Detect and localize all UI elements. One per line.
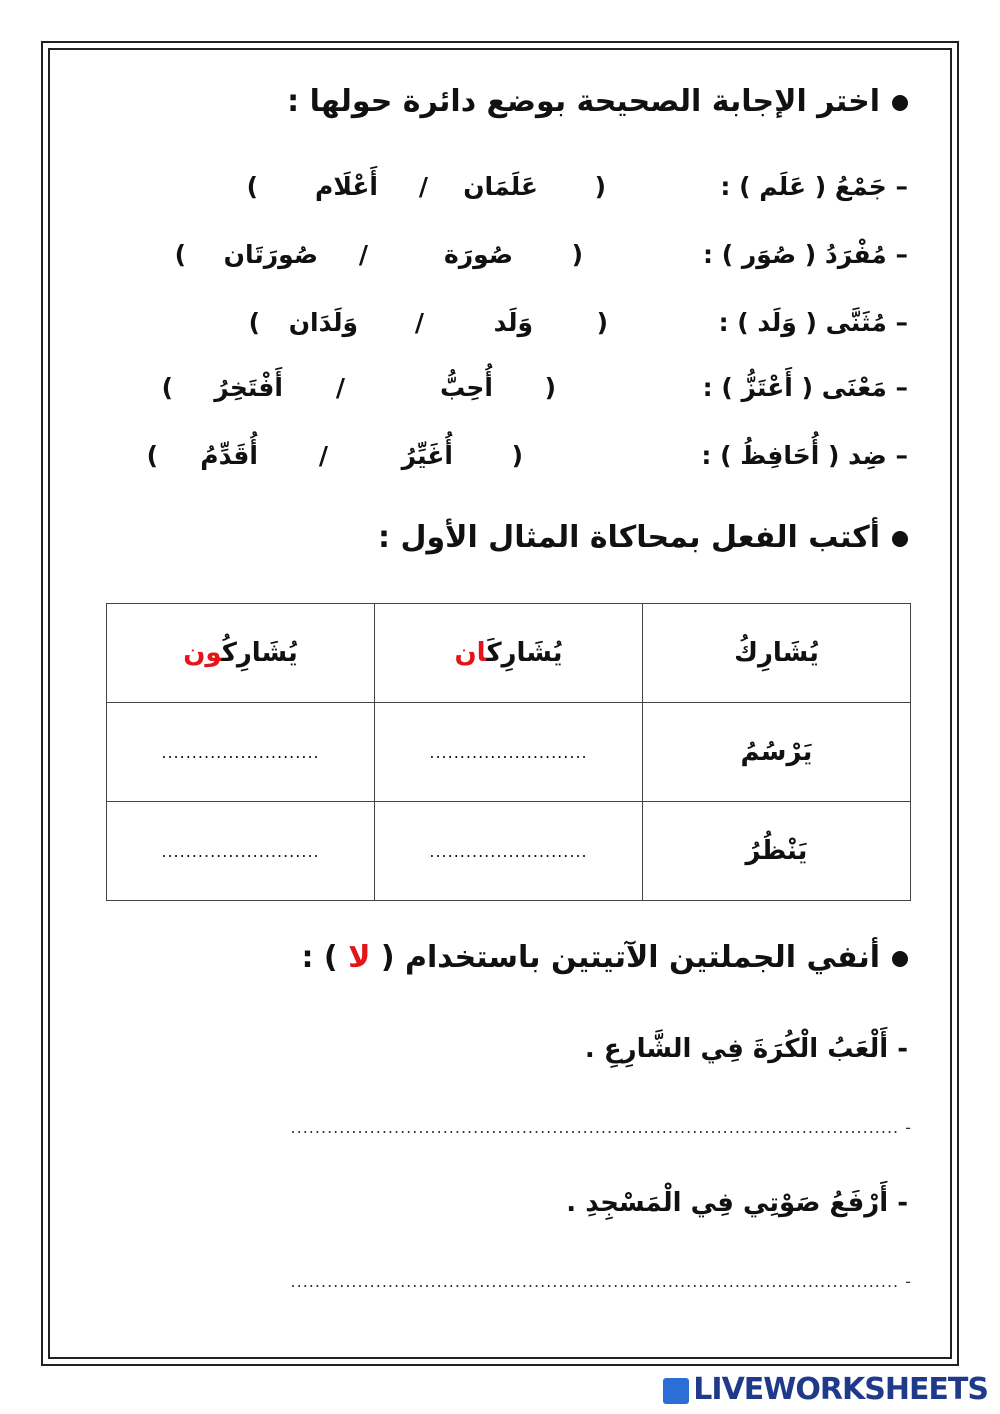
section2-title: أكتب الفعل بمحاكاة المثال الأول :: [378, 520, 908, 555]
answer-field[interactable]: ..........................: [107, 703, 375, 802]
answer-field[interactable]: ..........................: [107, 802, 375, 901]
answer-line-2[interactable]: - ....................................................................................................: [290, 1272, 912, 1291]
answer-field[interactable]: ..........................: [375, 802, 643, 901]
table-cell: يَرْسُمُ: [643, 703, 911, 802]
bullet-icon: [892, 951, 908, 967]
liveworksheets-logo: LIVEWORKSHEETS: [663, 1372, 988, 1407]
section3-title: أنفي الجملتين الآتيتين باستخدام ( لا ) :: [301, 940, 908, 975]
answer-field[interactable]: ..........................: [375, 703, 643, 802]
sentence-2: - أَرْفَعُ صَوْتِي فِي الْمَسْجِدِ .: [566, 1188, 908, 1218]
answer-line-1[interactable]: - ....................................................................................................: [290, 1118, 912, 1137]
bullet-icon: [892, 531, 908, 547]
table-row: [107, 703, 911, 802]
table-row: [107, 604, 911, 703]
logo-icon: [663, 1378, 689, 1404]
verb-table: [106, 603, 911, 901]
table-cell: يُشَارِكَان: [375, 604, 643, 703]
bullet-icon: [892, 95, 908, 111]
table-cell: يُشَارِكُ: [643, 604, 911, 703]
table-row: [107, 802, 911, 901]
table-cell: يَنْظُرُ: [643, 802, 911, 901]
table-cell: يُشَارِكُون: [107, 604, 375, 703]
section1-title: اختر الإجابة الصحيحة بوضع دائرة حولها :: [287, 84, 908, 119]
sentence-1: - أَلْعَبُ الْكُرَةَ فِي الشَّارِعِ .: [584, 1034, 908, 1064]
